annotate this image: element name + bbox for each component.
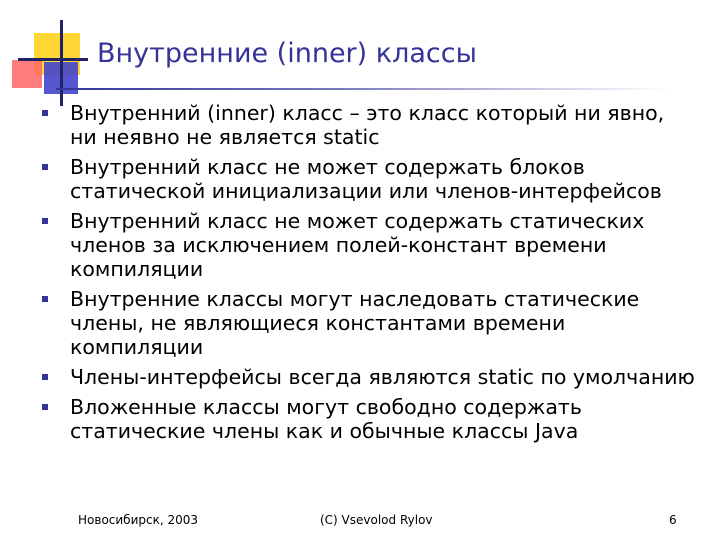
square-bullet-icon xyxy=(42,296,48,302)
corner-decoration xyxy=(0,0,100,110)
bullet-list xyxy=(42,101,697,449)
square-bullet-icon xyxy=(42,164,48,170)
square-bullet-icon xyxy=(42,374,48,380)
footer-page-number: 6 xyxy=(669,513,677,527)
deco-horizontal-line xyxy=(18,58,88,61)
deco-vertical-line xyxy=(60,20,63,106)
bullet-item xyxy=(42,155,697,203)
title-underline xyxy=(56,88,670,90)
footer-copyright: (C) Vsevolod Rylov xyxy=(320,513,433,527)
square-bullet-icon xyxy=(42,110,48,116)
bullet-text: Внутренний (inner) класс – это класс который ни явно, ни неявно не является static xyxy=(70,101,665,149)
bullet-item xyxy=(42,395,697,443)
bullet-text: Внутренний класс не может содержать статических членов за исключением полей-констант времени компиляции xyxy=(70,209,645,281)
bullet-text: Внутренние классы могут наследовать статические члены, не являющиеся константами времени компиляции xyxy=(70,287,640,359)
bullet-item xyxy=(42,101,697,149)
bullet-item xyxy=(42,365,697,389)
square-bullet-icon xyxy=(42,404,48,410)
bullet-text: Члены-интерфейсы всегда являются static по умолчанию xyxy=(70,365,695,389)
bullet-item xyxy=(42,287,697,359)
bullet-text: Вложенные классы могут свободно содержать статические члены как и обычные классы Java xyxy=(70,395,582,443)
deco-red-square xyxy=(12,60,42,88)
bullet-item xyxy=(42,209,697,281)
slide-title: Внутренние (inner) классы xyxy=(97,38,477,69)
bullet-text: Внутренний класс не может содержать блоков статической инициализации или членов-интерфейсов xyxy=(70,155,662,203)
square-bullet-icon xyxy=(42,218,48,224)
footer-location-date: Новосибирск, 2003 xyxy=(78,513,199,527)
